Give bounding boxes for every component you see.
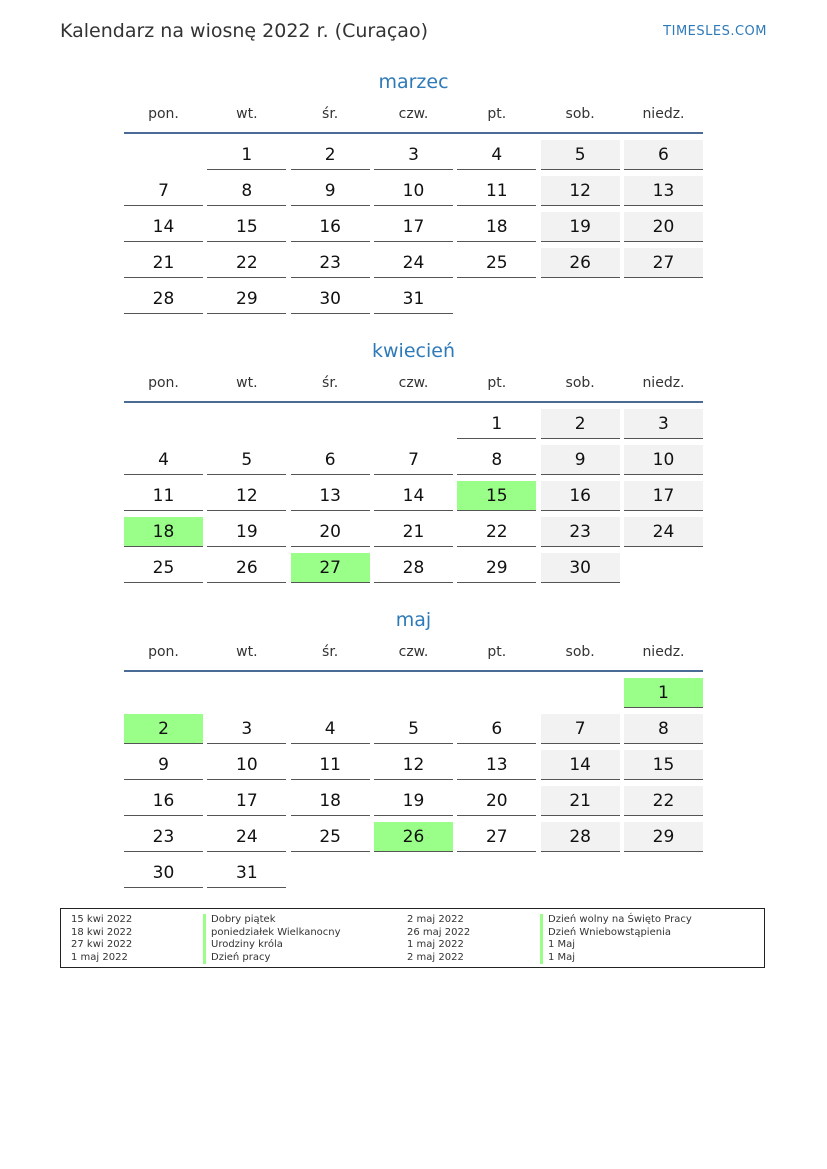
weekday-label: czw. [398,375,429,391]
legend-date: 18 kwi 2022 [71,926,133,938]
empty-cell [207,409,286,439]
header-rule [124,132,703,134]
day-cell: 6 [457,714,536,744]
day-cell: 22 [624,786,703,816]
day-cell: 6 [291,445,370,475]
day-cell: 22 [207,248,286,278]
empty-cell [457,678,536,708]
day-cell: 16 [124,786,203,816]
legend-date: 1 maj 2022 [407,939,464,951]
weekday-label: czw. [398,106,429,122]
day-cell: 26 [207,553,286,583]
weekday-label: śr. [322,644,339,660]
legend-holiday-name: poniedziałek Wielkanocny [203,927,341,940]
empty-cell [374,409,453,439]
day-grid [124,678,703,888]
day-cell: 7 [374,445,453,475]
legend-holiday-name: Dzień wolny na Święto Pracy [540,914,692,927]
day-cell: 19 [207,517,286,547]
day-cell: 19 [541,212,620,242]
day-cell: 20 [624,212,703,242]
day-cell: 3 [374,140,453,170]
month-name: kwiecień [372,340,455,362]
day-cell: 21 [374,517,453,547]
legend-holiday-name: 1 Maj [540,952,692,965]
weekday-label: wt. [236,106,258,122]
day-cell: 31 [374,284,453,314]
day-cell: 23 [124,822,203,852]
day-cell: 31 [207,858,286,888]
day-cell: 25 [124,553,203,583]
day-cell: 9 [291,176,370,206]
day-cell: 17 [624,481,703,511]
day-cell: 6 [624,140,703,170]
day-cell: 24 [374,248,453,278]
day-cell: 5 [374,714,453,744]
day-cell: 11 [291,750,370,780]
day-cell: 1 [207,140,286,170]
day-cell-holiday: 27 [291,553,370,583]
day-cell: 7 [124,176,203,206]
day-cell: 13 [291,481,370,511]
weekday-label: pon. [148,644,179,660]
weekday-label: wt. [236,375,258,391]
day-cell: 18 [291,786,370,816]
weekday-label: sob. [565,106,595,122]
day-cell: 1 [457,409,536,439]
day-cell: 24 [624,517,703,547]
day-cell: 29 [457,553,536,583]
legend-holiday-name: Dobry piątek [203,914,341,927]
weekday-label: czw. [398,644,429,660]
day-grid [124,409,703,583]
header-rule [124,401,703,403]
day-cell: 20 [457,786,536,816]
weekday-label: śr. [322,106,339,122]
legend-right-names [540,914,692,964]
legend-date: 2 maj 2022 [407,914,464,925]
empty-cell [541,678,620,708]
day-cell: 12 [207,481,286,511]
day-cell: 19 [374,786,453,816]
day-cell: 4 [457,140,536,170]
day-cell: 14 [374,481,453,511]
legend-date: 2 maj 2022 [407,951,464,963]
month-may [124,608,703,888]
day-cell: 5 [207,445,286,475]
day-cell: 25 [457,248,536,278]
day-cell: 9 [124,750,203,780]
day-cell: 17 [207,786,286,816]
day-cell: 8 [624,714,703,744]
empty-cell [207,678,286,708]
brand-logo-text[interactable]: TIMESLES.COM [663,24,767,39]
day-cell: 13 [624,176,703,206]
day-cell-holiday: 18 [124,517,203,547]
day-cell: 27 [624,248,703,278]
holiday-legend [60,908,765,968]
legend-holiday-name: Dzień pracy [203,952,341,965]
legend-date: 15 kwi 2022 [71,914,133,925]
legend-date: 1 maj 2022 [71,951,128,963]
day-cell: 30 [291,284,370,314]
empty-cell [124,409,203,439]
legend-left-names [203,914,341,964]
legend-left-dates [71,914,191,964]
day-cell: 4 [124,445,203,475]
day-cell: 5 [541,140,620,170]
empty-cell [291,409,370,439]
day-cell: 16 [541,481,620,511]
day-cell: 28 [374,553,453,583]
day-cell: 8 [457,445,536,475]
legend-holiday-name: Urodziny króla [203,939,341,952]
day-cell: 14 [541,750,620,780]
day-cell: 11 [457,176,536,206]
month-name: marzec [378,71,449,93]
weekday-header [124,104,703,124]
day-cell-holiday: 15 [457,481,536,511]
day-cell: 12 [541,176,620,206]
day-cell: 3 [624,409,703,439]
day-cell-holiday: 2 [124,714,203,744]
weekday-label: wt. [236,644,258,660]
day-cell-holiday: 1 [624,678,703,708]
weekday-label: pon. [148,106,179,122]
weekday-label: sob. [565,644,595,660]
day-cell: 25 [291,822,370,852]
month-name: maj [395,609,432,631]
day-cell: 18 [457,212,536,242]
weekday-label: pon. [148,375,179,391]
day-cell: 14 [124,212,203,242]
day-cell: 24 [207,822,286,852]
day-cell: 10 [374,176,453,206]
day-cell: 8 [207,176,286,206]
day-cell: 30 [124,858,203,888]
empty-cell [374,678,453,708]
weekday-label: niedz. [642,106,685,122]
day-cell: 10 [624,445,703,475]
day-cell: 29 [624,822,703,852]
day-cell: 27 [457,822,536,852]
header-rule [124,670,703,672]
day-cell: 26 [541,248,620,278]
weekday-label: niedz. [642,644,685,660]
day-cell: 2 [541,409,620,439]
weekday-label: niedz. [642,375,685,391]
day-cell: 2 [291,140,370,170]
legend-date: 26 maj 2022 [407,926,471,938]
day-cell: 15 [624,750,703,780]
day-cell: 22 [457,517,536,547]
day-cell: 3 [207,714,286,744]
legend-right-dates [407,914,527,964]
day-cell: 21 [124,248,203,278]
day-cell: 15 [207,212,286,242]
day-cell: 9 [541,445,620,475]
day-cell: 11 [124,481,203,511]
day-cell: 7 [541,714,620,744]
weekday-label: pt. [487,644,507,660]
day-cell: 21 [541,786,620,816]
day-cell: 10 [207,750,286,780]
legend-holiday-name: Dzień Wniebowstąpienia [540,927,692,940]
empty-cell [124,678,203,708]
day-cell: 29 [207,284,286,314]
day-cell: 28 [124,284,203,314]
month-april [124,339,703,583]
day-cell: 12 [374,750,453,780]
day-cell: 17 [374,212,453,242]
day-cell: 30 [541,553,620,583]
month-march [124,70,703,314]
empty-cell [291,678,370,708]
legend-holiday-name: 1 Maj [540,939,692,952]
weekday-label: pt. [487,106,507,122]
day-cell-holiday: 26 [374,822,453,852]
day-cell: 20 [291,517,370,547]
day-cell: 16 [291,212,370,242]
day-cell: 13 [457,750,536,780]
weekday-label: śr. [322,375,339,391]
weekday-header [124,642,703,662]
day-grid [124,140,703,314]
page-title: Kalendarz na wiosnę 2022 r. (Curaçao) [60,20,428,42]
day-cell: 28 [541,822,620,852]
weekday-label: sob. [565,375,595,391]
day-cell: 4 [291,714,370,744]
legend-date: 27 kwi 2022 [71,939,133,951]
weekday-header [124,373,703,393]
day-cell: 23 [541,517,620,547]
day-cell: 23 [291,248,370,278]
empty-cell [124,140,203,170]
weekday-label: pt. [487,375,507,391]
